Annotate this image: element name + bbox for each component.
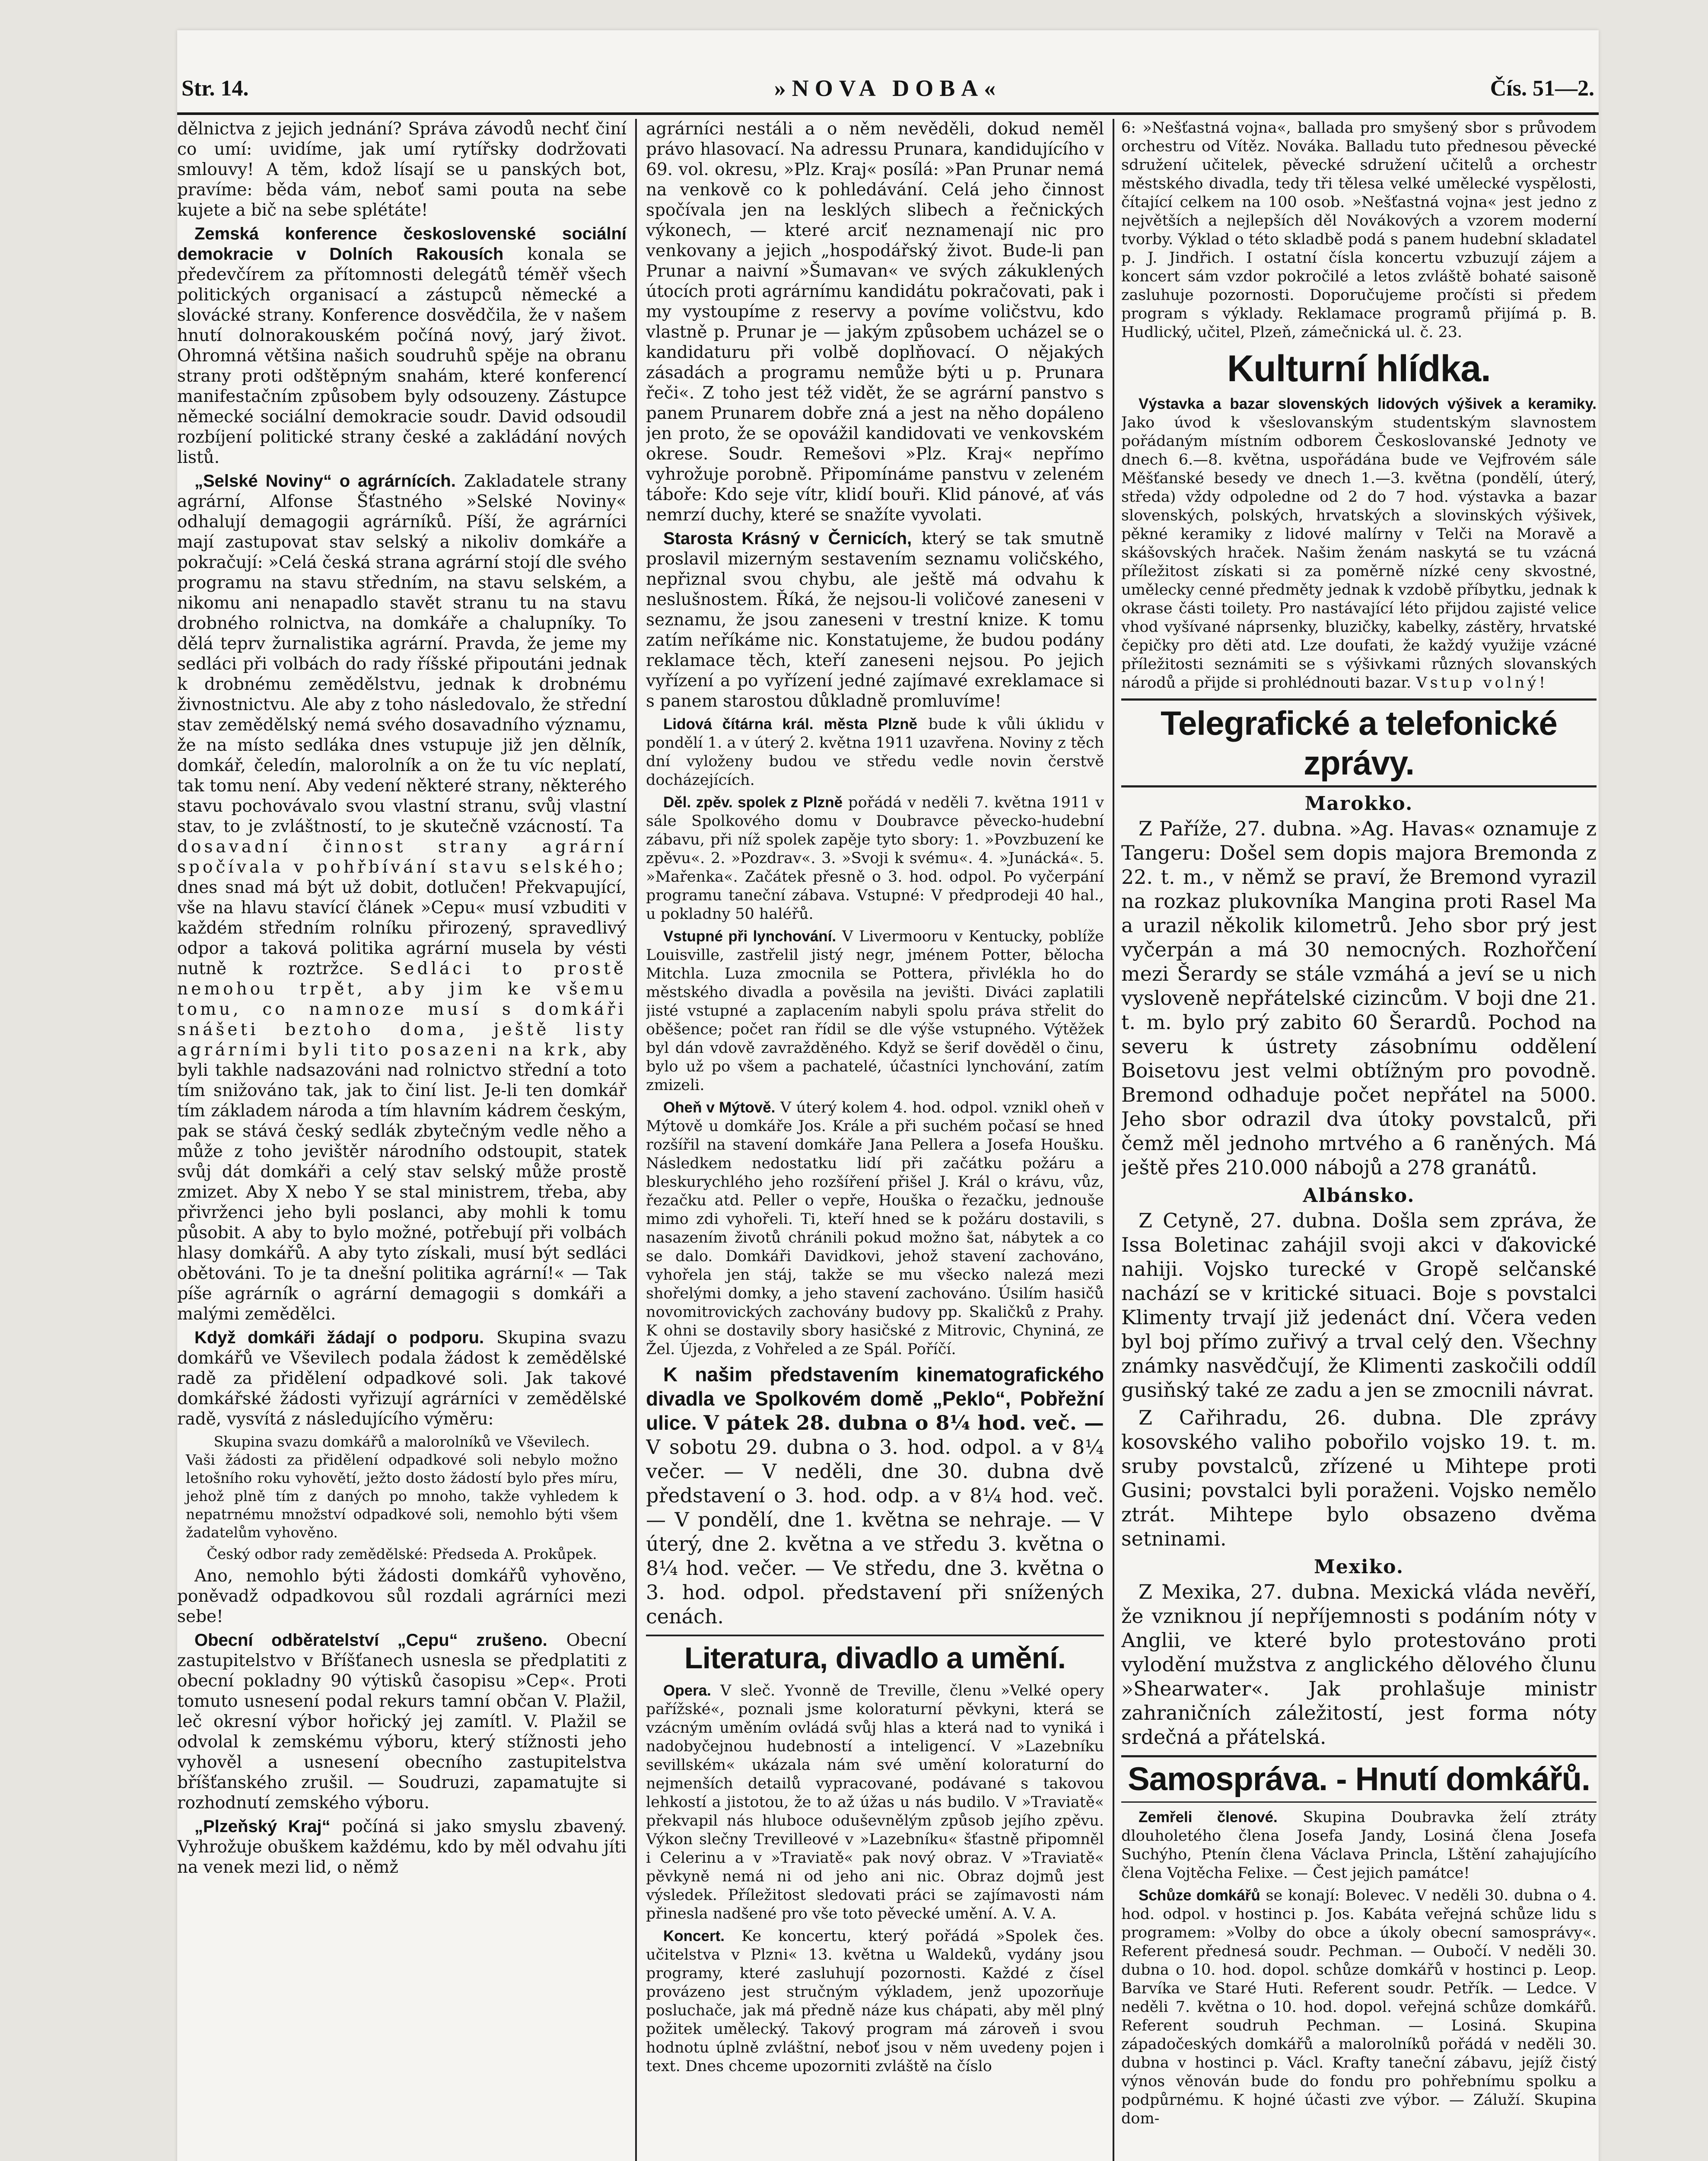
article-heading: K našim představením kinematografického divadla ve Spolkovém domě „Peklo“, Pobřežní ulice.: [646, 1363, 1104, 1434]
article-emphasis: Ta dosavadní činnost strany agrární spočívala v pohřbívání stavu selského;: [177, 817, 627, 877]
article-text: Jako úvod k všeslovanským studentským slavnostem pořádaným místním odborem Českoslovanské Jednoty ve dnech 6.—8. května, uspořádána bude ve Vejfrovém sále Měšťanské besedy ve dnech 1.—3. května (pondělí, úterý, středa) vždy odpoledne od 2 do 7 hod. výstavka a bazar slovenských, polských, hrvatských a slovinských výšivek, pěkné keramiky z lidové malírny v Telči na Moravě a skášovských hraček. Našim ženám naskytá se tu vzácná příležitost získati si za poměrně nízké ceny skvostné, umělecky cenné předměty jednak k vzdobě příbytku, jednak k okrase části toilety. Pro nastávající léto přijdou zajisté velice vhod vyšívané náprsenky, bluzičky, kabelky, zástěry, hrvatské čepičky pro děti atd. Lze doufati, že každý využije vzácné příležitosti seznámiti se s výšivkami různých slovanských národů a přijde si prohlédnouti bazar.: [1121, 414, 1597, 692]
article-text: V Livermooru v Kentucky, poblíže Louisville, zastřelil jistý negr, jménem Potter, bělocha Mitchla. Luza zmocnila se Pottera, přivlékla ho do městského divadla a pověsila na jevišti. Diváci zaplatili jisté vstupné a zaplacením nabyli spolu práva střelit do oběšence; počet ran řídil se dle výše vstupného. Výtěžek byl dán vdově zavražděného. Když se šerif dověděl o činu, bylo už po všem a pachatelé, účastníci lynchování, zatím zmizeli.: [646, 928, 1104, 1094]
column-2: [646, 119, 1104, 2161]
article-text: Zakladatele strany agrární, Alfonse Šťastného »Selské Noviny« odhalují demagogii agrárníků. Píší, že agrárníci mají zastupovat stav selský a nikoliv domkáře a pokračují: »Celá česká strana agrární stojí dle svého programu na stavu středním, na stavu selském, a nikomu ani nenapadlo stavět stranu tu na stavu drobného rolnictva, na domkáře a chalupníky. To dělá teprv žurnalistika agrární. Pravda, že jeme my sedláci při volbách do rady říšské připoutáni jednak k drobnému zemědělstvu, jednak k drobnému živnostnictvu. Ale aby z toho následovalo, že střední stav zemědělský nemá svého dosavadního významu, že na místo sedláka dnes vstupuje již jen dělník, domkář, čeledín, malorolník a on že tu víc neplatí, tak tomu není. Aby vedení některé strany, některého stavu pochovávalo svou vlastní stranu, svůj vlastní stav, to je zvláštností, to je skutečně vzácností.: [177, 472, 627, 836]
article-text: Ano, nemohlo býti žádosti domkářů vyhověno, poněvadž odpadkovou sůl rozdali agrárníci mezi sebe!: [177, 1566, 627, 1626]
article-heading: „Selské Noviny“ o agrárnících.: [194, 472, 456, 491]
article-text: 6: »Nešťastná vojna«, ballada pro smyšený sbor s průvodem orchestru od Vítěz. Nováka. Balladu tuto přednesou pěvecké sdružení učitelek, pěvecké sdružení učitelů a orchestr městského divadla, tedy tři tělesa velké umělecké vyspělosti, čítající celkem na 100 osob. »Nešťastná vojna« jest jedno z největších a nejlepších děl Novákových a vzorem moderní tvorby. Výklad o této skladbě podá s panem hudební skladatel p. J. Jindřich. I ostatní čísla koncertu vzbuzují zájem a koncert sám vzdor pokročilé a letos zvláště bohaté saisoně zasluhuje pozornosti. Doporučujeme pročísti si předem program s výklady. Reklamace programů přijímá p. B. Hudlický, učitel, Plzeň, zámečnická ul. č. 23.: [1121, 119, 1597, 341]
column-divider-1: [635, 119, 637, 2161]
header-rule: [177, 112, 1599, 115]
section-title-telegraf: Telegrafické a telefonické zprávy.: [1121, 698, 1597, 787]
resolution-text: Vaši žádosti za přidělení odpadkové soli nebylo možno letošního roku vyhovětí, ježto dosto žádostí bylo přes míru, jehož plně tím z daných po mnoho, takže vyhledem k nepatrnému množství odpadkové soli, nemohlo býti všem žadatelům vyhověno.: [186, 1451, 618, 1541]
article-text: dělnictva z jejich jednání? Správa závodů nechť činí co umí: uvidíme, jak umí rytířsky dodržovati smlouvy! A těm, kdož lísají se u panských bot, pravíme: běda vám, neboť sami pouta na sebe kujete a bič na sebe splétáte!: [177, 119, 627, 220]
section-title-samosprava: Samospráva. - Hnutí domkářů.: [1121, 1755, 1597, 1803]
column-3: [1121, 119, 1597, 2161]
newspaper-page: [177, 30, 1599, 2161]
article-text: agrárníci nestáli a o něm nevěděli, dokud neměl právo hlasovací. Na adressu Prunara, kandidujícího v 69. vol. okresu, »Plz. Kraj« posílá: »Pan Prunar nemá na venkově co k pohledávání. Celá jeho činnost spočívala jen na lesklých slibech a řečnických výkonech, — které arciť neznamenají nic pro venkovany a jejich „hospodářský život. Bude-li pan Prunar a naivní »Šumavan« ve svých zákuklených útocích proti agrárnímu kandidátu pokračovati, pak i my vystoupíme z reservy a povíme voličstvu, kdo vlastně p. Prunar je — jakým způsobem ucházel se o kandidaturu při volbě doplňovací. O nějakých zásadách a programu nemůže býti u p. Prunara řeči«. Z toho jest též vidět, že se agrární panstvo s panem Prunarem dobře zná a jest na něho dopáleno jen proto, že se opovážil kandidovati ve venkovském okrese. Soudr. Remešovi »Plz. Kraj« nepřímo vyhrožuje porobně. Připomínáme panstvu v zeleném táboře: Kdo seje vítr, klidí bouři. Klid pánové, ať vás nemrzí duchy, které se snažíte vyvolati.: [646, 119, 1104, 525]
article-heading: Zemská konference československé sociální demokracie v Dolních Rakousích: [177, 224, 627, 264]
resolution-signature: Český odbor rady zemědělské: Předseda A. Prokůpek.: [207, 1546, 597, 1562]
country-subhead: Marokko.: [1304, 793, 1413, 815]
article-text: Z Cetyně, 27. dubna. Došla sem zpráva, že Issa Boletinac zahájil svoji akci v ďakovické nahiji. Vojsko turecké v Gropě selčanské nachází se v kritické situaci. Boje s povstalci Klimenty trvají již jedenáct dní. Včera veden byl boj přímo zuřivý a trval celý den. Všechny známky nasvědčují, že Klimenti zaskočili oddíl gusiňský také ze zadu a jen se zmocnili návrat.: [1121, 1209, 1597, 1402]
page-header: [177, 67, 1599, 106]
issue-number: Čís. 51—2.: [1490, 76, 1594, 101]
article-heading: Když domkáři žádají o podporu.: [194, 1328, 484, 1347]
article-heading: Zemřeli členové.: [1139, 1809, 1278, 1826]
article-text: konala se předevčírem za přítomnosti delegátů téměř všech politických organisací a zástupců německé a slovácké strany. Konference dosvědčila, že v našem hnutí dolnorakouském počíná nový, jarý život. Ohromná většina našich soudruhů spěje na obranu strany proti odštěpným snahám, které konferencí manifestačním způsobem byly odsouzeny. Zástupce německé sociální demokracie soudr. David odsoudil rozbíjení politické strany české a zakládání nových listů.: [177, 245, 627, 467]
article-text: počíná si jako smyslu zbavený. Vyhrožuje obuškem každému, kdo by měl odvahu jíti na venek mezi lid, o němž: [177, 1817, 627, 1877]
article-heading: Vstupné při lynchování.: [663, 928, 837, 945]
article-heading: „Plzeňský Kraj“: [194, 1817, 331, 1836]
article-text: pořádá v neděli 7. května 1911 v sále Spolkového domu v Doubravce pěvecko-hudební zábavu, při níž spolek zapěje tyto sbory: 1. »Povzbuzení ke zpěvu«. 2. »Pozdrav«. 3. »Svoji k svému«. 4. »Junácká«. 5. »Mařenka«. Začátek přesně o 3. hod. odpol. Po vyčerpání programu taneční zábava. Vstupné: V předprodeji 40 hal., u pokladny 50 haléřů.: [646, 794, 1104, 923]
article-emphasis: Sedláci to prostě nemohou trpět, aby jim ke všemu tomu, co namnoze musí s domkáři snášeti beztoho doma, ještě listy agrárními byli tito posazeni na krk,: [177, 959, 627, 1060]
article-heading: Výstavka a bazar slovenských lidových výšivek a keramiky.: [1139, 395, 1597, 412]
quoted-resolution: [186, 1433, 618, 1563]
country-subhead: Albánsko.: [1303, 1185, 1415, 1207]
article-heading: Opera.: [663, 1682, 711, 1699]
article-text: V sleč. Yvonně de Treville, členu »Velké opery pařížské«, poznali jsme koloraturní pěvkyni, která se vzácným uměním ovládá svůj hlas a která nad to vyniká i nadobyčejnou hudebností a inteligencí. V »Lazebníku sevillském« ukázala nám své umění koloraturní do nejmenších detailů vypracované, podávané s takovou lehkostí a jistotou, že to až úžas u nás budilo. V »Traviatě« překvapil nás hlubocе oduševnělým způsob jejího zpěvu. Výkon slečny Trevilleové v »Lazebníku« šťastně připomněl i Celerinu a v »Traviatě« pak nový obraz. V »Traviatě« pěvkyně nemá ni od jeho ani nic. Obraz dojmů jest výsledek. Příležitost sledovati práci se zajímavosti nám přinesla nadšené pro vše toto pěvecké umění.: [646, 1682, 1104, 1922]
column-1: [177, 119, 627, 2161]
article-text: Z Mexika, 27. dubna. Mexická vláda nevěří, že vzniknou jí nepříjemnosti s podáním nóty v Anglii, ve které bylo protestováno proti vylodění mužstva z anglického dělového člunu »Shearwater«. Jak prohlašuje ministr zahraničních záležitostí, jest forma nóty srdečná a přátelská.: [1121, 1580, 1597, 1749]
article-text: který se tak smutně proslavil mizerným sestavením seznamu voličského, nepřiznal svou chybu, ale ještě má odvahu k neslušnostem. Říká, že nejsou-li voličové zaneseni v seznamu, že jsou zaneseni v trestní knize. K tomu zatím neříkáme nic. Konstatujeme, že budou podány reklamace těch, kteří zaneseni nejsou. Po jejich vyřízení a po vyřízení jedné zajímavé exreklamace si s panem starostou důkladně promluvíme!: [646, 529, 1104, 711]
article-text: V úterý kolem 4. hod. odpol. vznikl oheň v Mýtově u domkáře Jos. Krále a při suchém počasí se hned rozšířil na stavení domkáře Jana Pellera a Josefa Houšku. Následkem nedostatku lidí při začátku požáru a bleskurychlého jeho rozšíření přišel J. Král o krávu, vůz, řezačku atd. Peller o vepře, Houška o řezačku, jednouše mimo zdi vyhořeli. Ti, kteří hned se k požáru dostavili, s nasazením životů chránili pokud možno šat, nábytek a co se dalo. Domkáři Davidkovi, jehož stavení zachováno, vyhořela jen stáj, takže se mu všecko nalezá mezi shořelými domky, a jeho stavení zachováno. Úsilím hasičů novomitrovických zachovány budovy pp. Skaličků z Prahy. K ohni se dostavily sbory hasičské z Mitrovic, Chyniná, ze Žel. Újezda, z Vohřeled a ze Spál. Poříčí.: [646, 1099, 1104, 1358]
page-number: Str. 14.: [181, 76, 249, 101]
article-heading: Lidová čítárna král. města Plzně: [663, 716, 918, 733]
masthead: »NOVA DOBA«: [774, 75, 1002, 101]
article-text: bude k vůli úklidu v pondělí 1. a v úterý 2. května 1911 uzavřena. Noviny z těch dní vyloženy budou ve středu vedle novin čerstvě docházejících.: [646, 716, 1104, 789]
column-divider-2: [1113, 119, 1114, 2161]
article-text: Z Paříže, 27. dubna. »Ag. Havas« oznamuje z Tangeru: Došel sem dopis majora Bremonda z 22. t. m., v němž se praví, že Bremond vyrazil na rozkaz plukovníka Mangina proti Rasel Ma a urazil několik kilometrů. Jeho sbor prý jest vyčerpán a má 30 nemocných. Rozhořčení mezi Šerardy se stále vzmáhá a jeví se u nich vysloveně nepřátelské cizincům. V boji dne 21. t. m. bylo prý zabito 60 Šerardů. Pochod na severu k ústrety zásobnímu oddělení Boisetovu jest velmi obtížným pro povodně. Bremond odhaduje počet nepřátel na 5000. Jeho sbor odrazil dva útoky povstalců, při čemž měl jednoho mrtvého a 6 raněných. Má ještě přes 210.000 nábojů a 278 granátů.: [1121, 817, 1597, 1179]
article-text: Obecní zastupitelstvo v Bříšťanech usnesla se předplatiti z obecní pokladny 90 výtisků časopisu »Cep«. Proti tomuto usnesení podal rekurs tamní občan V. Plažil, leč okresní výbor hořický jej zamítl. V. Plažil se odvolal k zemskému výboru, který stížnosti jeho vyhověl a usnesení obecního zastupitelstva bříšťanského zrušil. — Soudruzi, zapamatujte si rozhodnutí zemského výboru.: [177, 1631, 627, 1813]
section-title-kulturni: Kulturní hlídka.: [1227, 348, 1491, 389]
article-text: Z Cařihradu, 26. dubna. Dle zprávy kosovského valiho pobořilo vojsko 19. t. m. sruby povstalců, zřízené u Mihtepe proti Gusini; povstalci byli poraženi. Vojsko nemělo ztrát. Mihtepe bylo obsazeno dvěma setninami.: [1121, 1406, 1597, 1550]
country-subhead: Mexiko.: [1314, 1556, 1404, 1578]
article-heading: Schůze domkářů: [1139, 1887, 1260, 1904]
article-text: se konají: Bolevec. V neděli 30. dubna o 4. hod. odpol. v hostinci p. Jos. Kabáta veřejná schůze lidu s programem: »Volby do obce a úkoly obecní samosprávy«. Referent přednesá soudr. Pechman. — Oubočí. V neděli 30. dubna o 10. hod. dopol. schůze domkářů v hostinci p. Leop. Barvíka ve Staré Huti. Referent soudr. Petřík. — Ledce. V neděli 7. května o 10. hod. dopol. veřejná schůze domkářů. Referent soudruh Pechman. — Losiná. Skupina západočeských domkářů a malorolníků pořádá v neděli 30. dubna v hostinci p. Václ. Krafty taneční zábavu, jejíž čistý výnos věnován bude do fondu pro pohřebnímu spolku a podpůrnému. K hojné účasti zve výbor. — Záluží. Skupina dom-: [1121, 1887, 1597, 2127]
article-heading: Děl. zpěv. spolek z Plzně: [663, 794, 843, 811]
article-text: Skupina svazu domkářů ve Vševilech podala žádost k zemědělské radě za přidělení odpadkové soli. Jak takové domkářské žádosti vyřizují agrárníci v zemědělské radě, vysvítá z následujícího výměru:: [177, 1328, 627, 1429]
article-heading: Obecní odběratelství „Cepu“ zrušeno.: [194, 1631, 547, 1650]
schedule-text: V sobotu 29. dubna o 3. hod. odpol. a v 8¼ večer. — V neděli, dne 30. dubna dvě představení o 3. hod. odp. a v 8¼ hod. več. — V pondělí, dne 1. května se nehraje. — V úterý, dne 2. května a ve středu 3. května o 8¼ hod. večer. — Ve středu, dne 3. května o 3. hod. odpol. představení při snížených cenách.: [646, 1435, 1104, 1628]
section-title-literatura: Literatura, divadlo a umění.: [646, 1635, 1104, 1676]
article-signature: A. V. A.: [1002, 1905, 1056, 1922]
resolution-address: Skupina svazu domkářů a malorolníků ve Vševilech.: [213, 1433, 590, 1450]
article-text: dnes snad má být už dobit, dotlučen! Překvapující, vše na hlavu stavící článek »Cepu« musí vzbuditi v každém středním rolníku přirozený, spravedlivý odpor a taková politika agrární musela by vésti nutně k roztržce.: [177, 878, 627, 979]
article-text: Skupina Doubravka želí ztráty dlouholetého člena Josefa Jandy, Losiná člena Josefa Suchýho, Ptenín člena Václava Princla, Lštění zahajujícího člena Vojtěcha Felixe. — Čest jejich památce!: [1121, 1809, 1597, 1882]
article-emphasis: Vstup volný!: [1416, 674, 1549, 692]
schedule-lead: V pátek 28. dubna o 8¼ hod. več. —: [703, 1411, 1104, 1434]
article-text: aby byli takhle nadsazováni nad rolnictvo střední a toto tím snižováno tak, jak to činí list. Je-li ten domkář tím základem národa a tím hlavním kádrem českým, pak se stává český sedlák zbytečným vedle něho a může z toho jevištěr národního odstoupit, statek svůj dát domkáři a celý stav selský může prostě zmizet. Aby X nebo Y se stal ministrem, třeba, aby přivrženci jeho byli poslanci, aby mohli k tomu působit. A aby to bylo možné, potřebují při volbách hlasy domkářů. A aby tyto získali, musí být sedláci obětováni. To je ta dnešní politika agrární!« — Tak píše agrárník o agrární demagogii s domkáři a malými zemědělci.: [177, 1040, 627, 1324]
article-heading: Koncert.: [663, 1928, 725, 1944]
article-text: Ke koncertu, který pořádá »Spolek čes. učitelstva v Plzni« 13. května u Waldeků, vydány jsou programy, které zasluhují pozornosti. Každé z čísel provázeno jest stručným výkladem, jenž upozorňuje posluchače, jak má předně náze kus chápati, aby měl plný požitek umělecký. Takový program má zároveň i svou hodnotu úplně zvláštní, neboť jsou v něm uvedeny pojen i text. Dnes chceme upozorniti zvláště na číslo: [646, 1928, 1104, 2075]
article-heading: Oheň v Mýtově.: [663, 1099, 776, 1116]
article-heading: Starosta Krásný v Černicích,: [663, 529, 912, 548]
